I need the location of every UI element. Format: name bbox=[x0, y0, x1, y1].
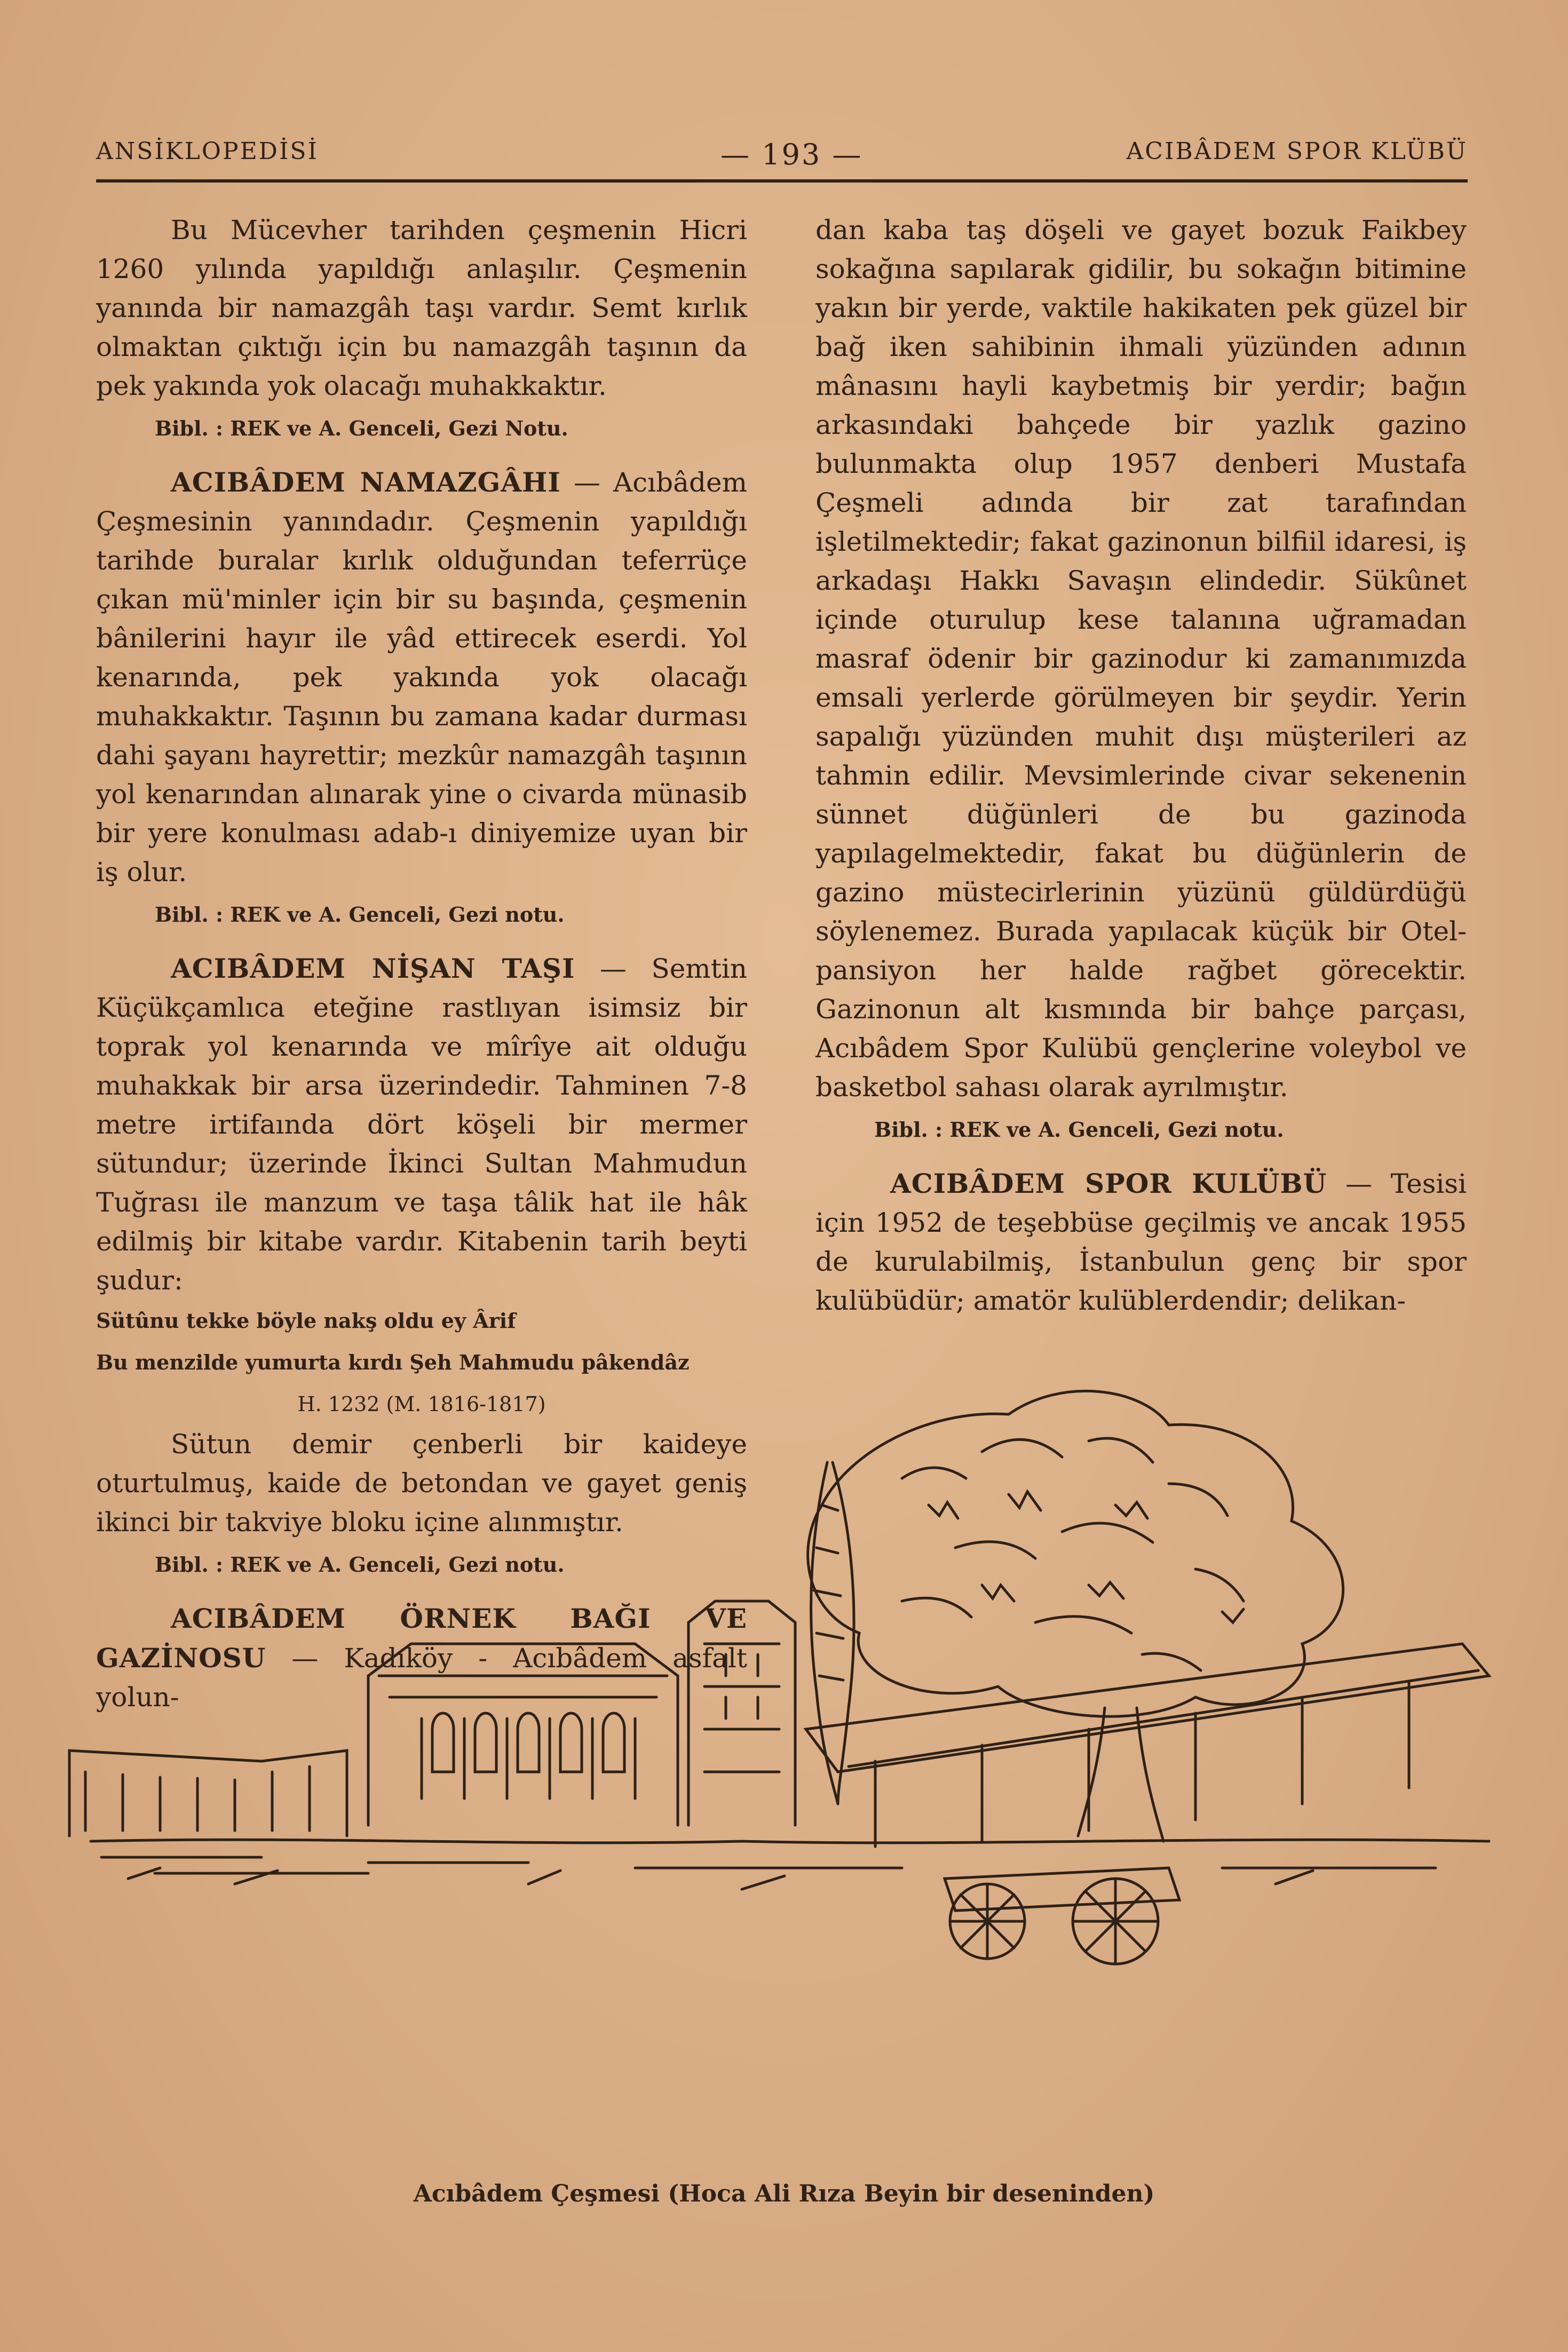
tower bbox=[688, 1601, 795, 1825]
entry-heading: ACIBÂDEM SPOR KULÜBÜ bbox=[890, 1168, 1327, 1199]
bibliography: Bibl. : REK ve A. Genceli, Gezi Notu. bbox=[155, 416, 568, 440]
bibliography: Bibl. : REK ve A. Genceli, Gezi notu. bbox=[874, 1118, 1284, 1142]
page-number: — 193 — bbox=[720, 138, 863, 171]
tree-trunk bbox=[1078, 1708, 1163, 1841]
ground-line bbox=[91, 1840, 1489, 1843]
entry-spor-kulubu bbox=[815, 1164, 1467, 1320]
header-right: ACIBÂDEM SPOR KLÜBÜ bbox=[1126, 138, 1468, 165]
inscription-date: H. 1232 (M. 1816-1817) bbox=[297, 1392, 546, 1416]
paragraph: Sütun demir çenberli bir kaideye oturtulmuş, kaide de betondan ve gayet geniş ikinci bir takviye bloku içine alınmıştır. bbox=[96, 1429, 747, 1538]
entry-namazgah bbox=[96, 463, 747, 892]
entry-nisan-tasi bbox=[96, 949, 747, 1300]
right-column bbox=[815, 211, 1467, 1320]
fountain-sketch-illustration bbox=[48, 1345, 1516, 2129]
header-rule bbox=[96, 179, 1468, 183]
fountain-building bbox=[368, 1644, 678, 1825]
bibliography: Bibl. : REK ve A. Genceli, Gezi notu. bbox=[155, 902, 565, 926]
entry-heading: ACIBÂDEM ÖRNEK BAĞI VE GAZİNOSU bbox=[96, 1603, 747, 1674]
bibliography: Bibl. : REK ve A. Genceli, Gezi notu. bbox=[155, 1553, 565, 1577]
entry-text: — Tesisi için 1952 de teşebbüse geçilmiş ve ancak 1955 de kurulabilmiş, İstanbulun genç bir spor kulübüdür; amatör kulüblerdendir; delikan- bbox=[815, 1168, 1467, 1316]
entry-heading: ACIBÂDEM NAMAZGÂHI bbox=[171, 466, 561, 498]
paragraph: Bu Mücevher tarihden çeşmenin Hicri 1260 yılında yapıldığı anlaşılır. Çeşmenin yanında bir namazgâh taşı vardır. Semt kırlık olmaktan çıktığı için bu namazgâh taşının da pek yakında yok olacağı muhakkaktır. bbox=[96, 215, 747, 401]
tree-crown bbox=[808, 1391, 1343, 1716]
inscription-line: Sütûnu tekke böyle nakş oldu ey Ârif bbox=[96, 1309, 516, 1333]
entry-text: — Acıbâdem Çeşmesinin yanındadır. Çeşmenin yapıldığı tarihde buralar kırlık olduğundan teferrüçe çıkan mü'minler için bir su başında, çeşmenin bânilerini hayır ile yâd ettirecek eserdi. Yol kenarında, pek yakında yok olacağı muhakkaktır. Taşının bu zamana kadar durması dahi şayanı hayrettir; mezkûr namazgâh taşının yol kenarından alınarak yine o civarda münasib bir yere konulması adab-ı diniyemize uyan bir iş olur. bbox=[96, 467, 747, 888]
header-left: ANSİKLOPEDİSİ bbox=[96, 138, 319, 165]
running-header bbox=[96, 138, 1468, 180]
entry-heading: ACIBÂDEM NİŞAN TAŞI bbox=[171, 953, 575, 984]
shed-roof bbox=[806, 1644, 1489, 1772]
entry-text: — Kadıköy - Acıbâdem asfalt yolun- bbox=[96, 1643, 747, 1713]
illustration-caption: Acıbâdem Çeşmesi (Hoca Ali Rıza Beyin bir deseninden) bbox=[413, 2180, 1155, 2207]
inscription-line: Bu menzilde yumurta kırdı Şeh Mahmudu pâkendâz bbox=[96, 1350, 690, 1374]
entry-text: — Semtin Küçükçamlıca eteğine rastlıyan isimsiz bir toprak yol kenarında ve mîrîye ait olduğu muhakkak bir arsa üzerindedir. Tahminen 7-8 metre irtifaında dört köşeli bir mermer sütundur; üzerinde İkinci Sultan Mahmudun Tuğrası ile manzum ve taşa tâlik hat ile hâk edilmiş bir kitabe vardır. Kitabenin tarih beyti şudur: bbox=[96, 953, 748, 1296]
paragraph: dan kaba taş döşeli ve gayet bozuk Faikbey sokağına sapılarak gidilir, bu sokağın bitimine yakın bir yerde, vaktile hakikaten pek güzel bir bağ iken sahibinin ihmali yüzünden adının mânasını hayli kaybetmiş bir yerdir; bağın arkasındaki bahçede bir yazlık gazino bulunmakta olup 1957 denberi Mustafa Çeşmeli adında bir zat tarafından işletilmektedir; fakat gazinonun bilfiil idaresi, iş arkadaşı Hakkı Savaşın elindedir. Sükûnet içinde oturulup kese talanına uğramadan masraf ödenir bir gazinodur ki zamanımızda emsali yerlerde görülmeyen bir şeydir. Yerin sapalığı yüzünden muhit dışı müşterileri az tahmin edilir. Mevsimlerinde civar sekenenin sünnet düğünleri de bu gazinoda yapılagelmektedir, fakat bu düğünlerin de gazino müstecirlerinin yüzünü güldürdüğü söylenemez. Burada yapılacak küçük bir Otel-pansiyon her halde rağbet görecektir. Gazinonun alt kısmında bir bahçe parçası, Acıbâdem Spor Kulübü gençlerine voleybol ve basketbol sahası olarak ayrılmıştır. bbox=[815, 215, 1467, 1103]
